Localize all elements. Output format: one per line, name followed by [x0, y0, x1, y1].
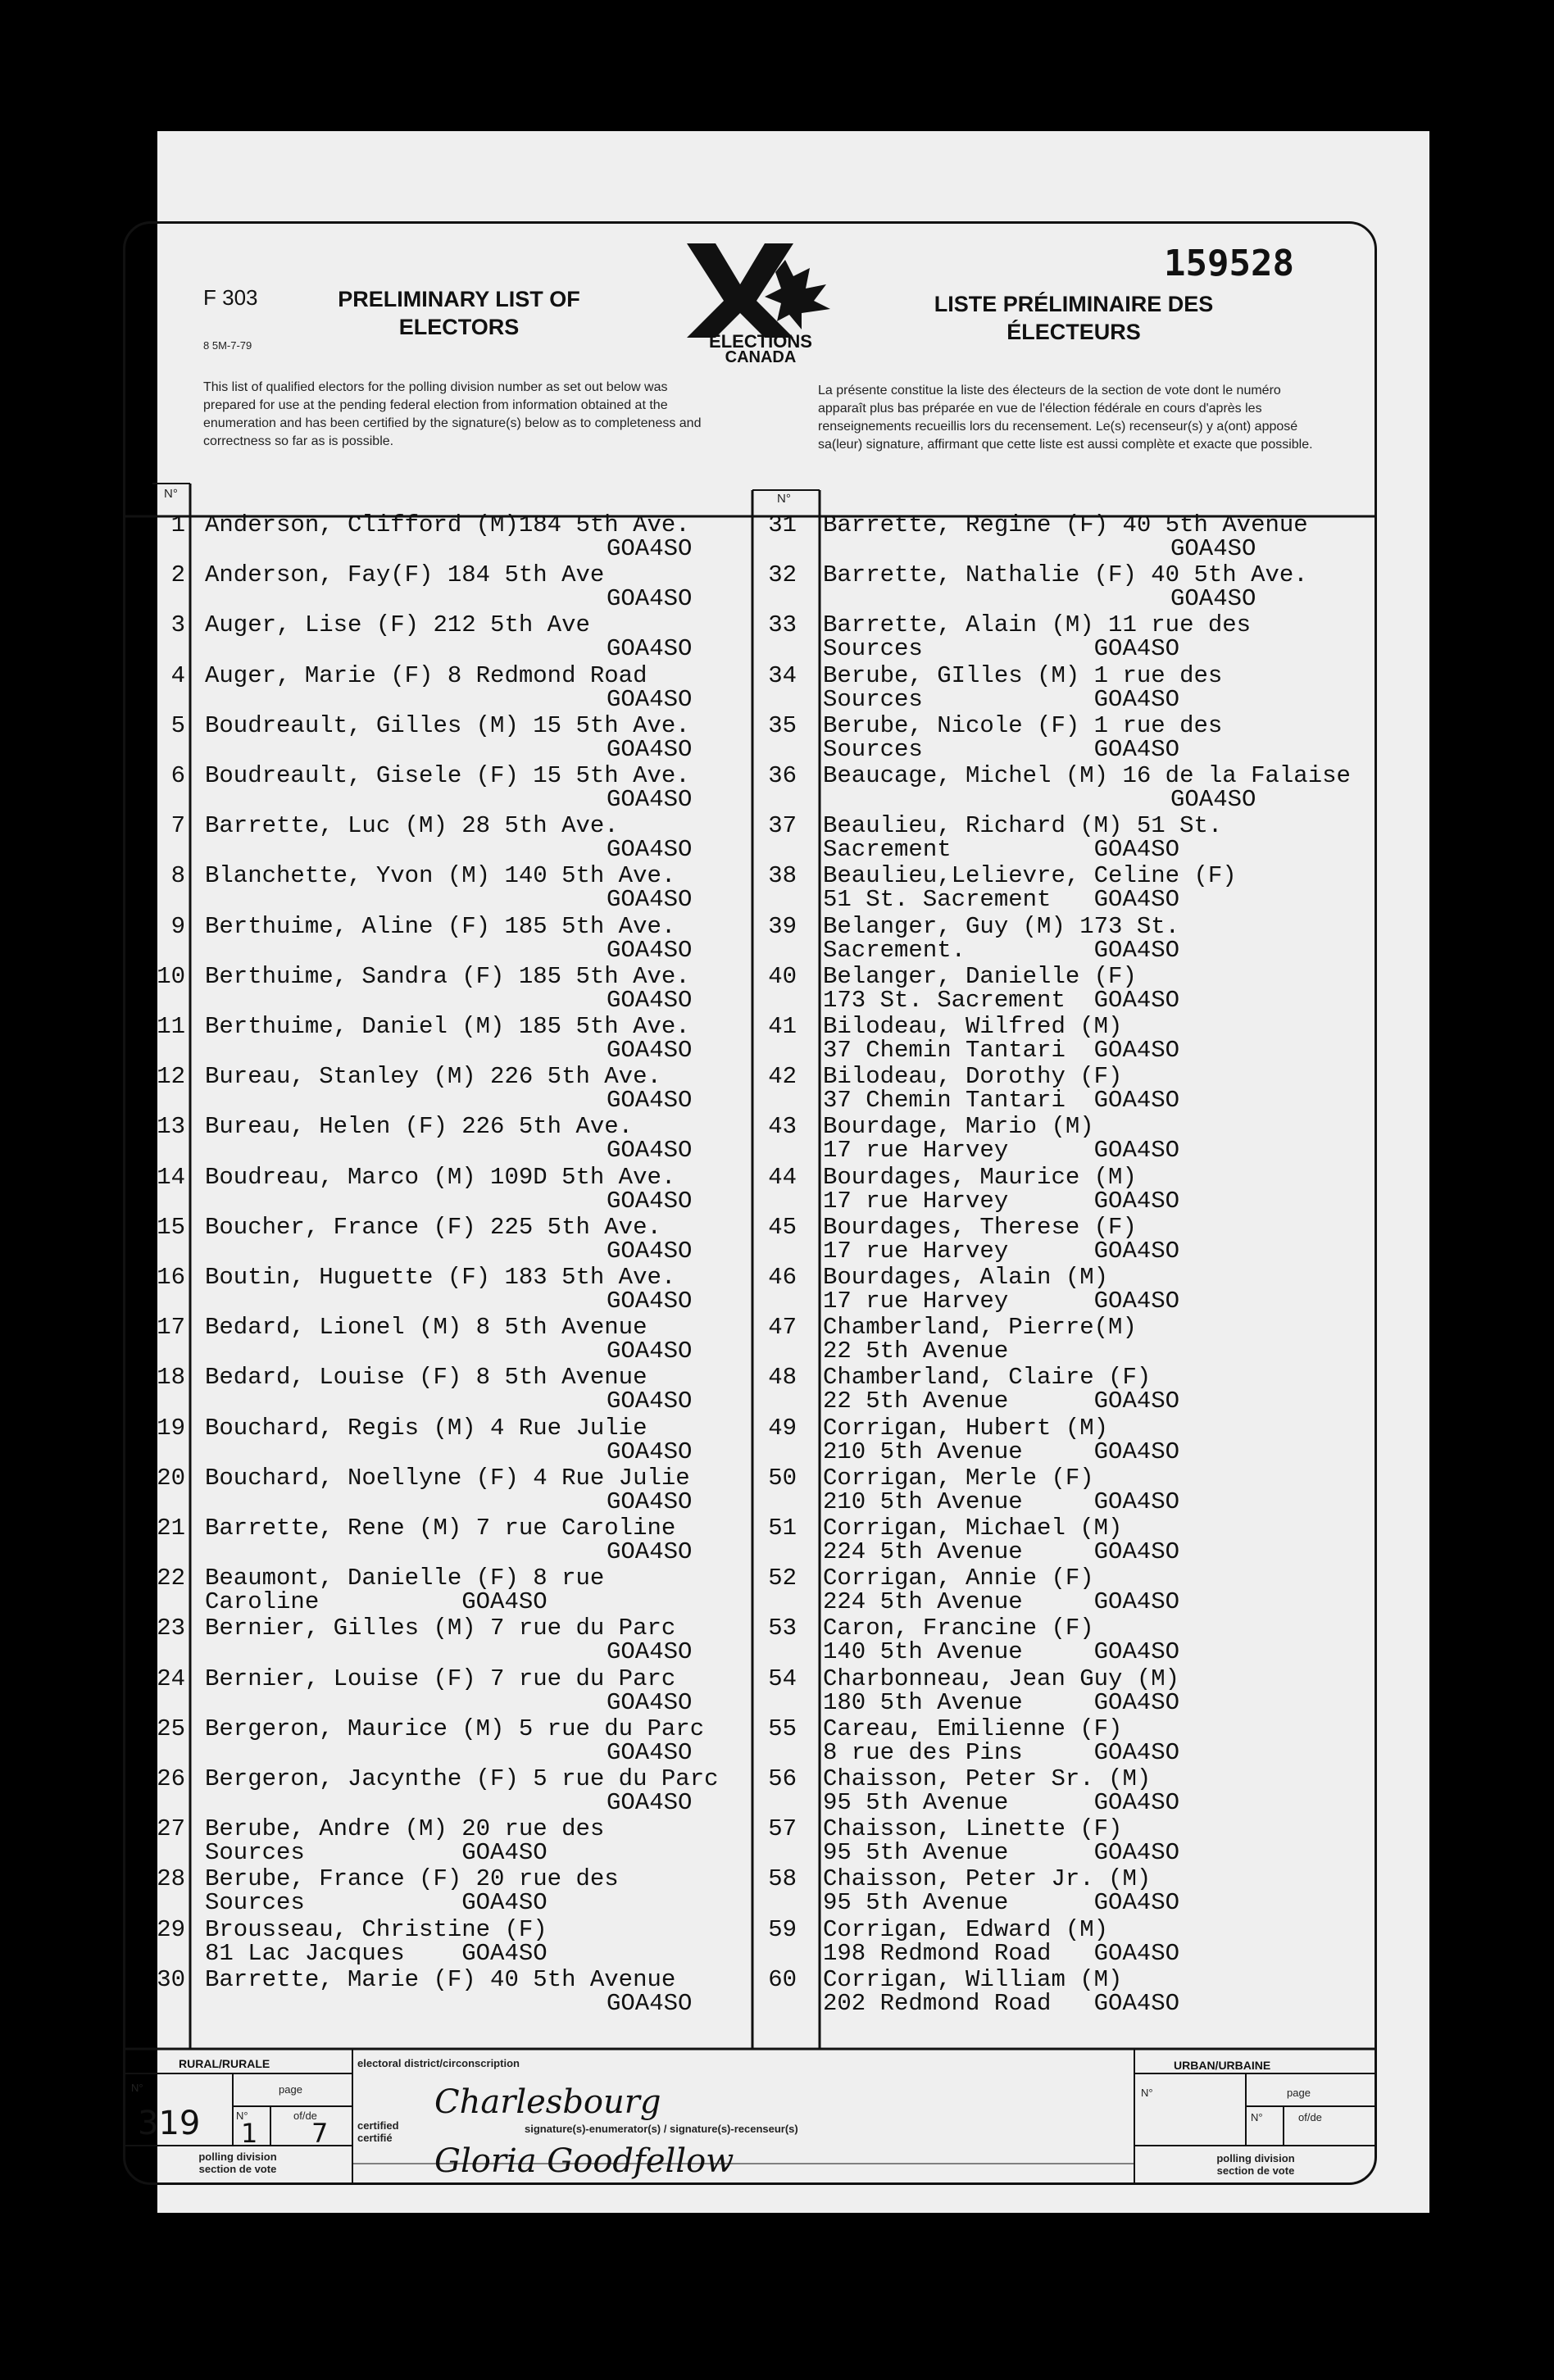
elector-address-postal: GOA4SO — [607, 1638, 693, 1666]
elector-address-postal: 210 5th Avenue GOA4SO — [823, 1438, 1180, 1465]
elector-number: 58 — [768, 1865, 797, 1893]
elector-address-postal: 51 St. Sacrement GOA4SO — [823, 886, 1180, 914]
elector-address-postal: GOA4SO — [607, 685, 693, 713]
elector-name-address: Berube, France (F) 20 rue des — [205, 1865, 619, 1893]
elector-number: 4 — [170, 661, 185, 689]
elector-number: 30 — [157, 1965, 185, 1993]
urban-of-label: of/de — [1298, 2111, 1322, 2123]
elector-name-address: Bourdages, Maurice (M) — [823, 1163, 1137, 1191]
elector-number: 21 — [157, 1515, 185, 1542]
polling-division-number: 319 — [138, 2105, 201, 2142]
elector-number: 41 — [768, 1013, 797, 1040]
urban-page-no-label: N° — [1251, 2111, 1263, 2123]
certified-label — [357, 2119, 399, 2144]
enumerator-signature: Gloria Goodfellow — [434, 2142, 734, 2180]
elector-number: 7 — [170, 812, 185, 840]
elector-address-postal: GOA4SO — [607, 1137, 693, 1165]
electoral-district-label: electoral district/circonscription — [357, 2057, 520, 2069]
elector-address-postal: Sources GOA4SO — [823, 635, 1180, 663]
elector-address-postal: GOA4SO — [607, 635, 693, 663]
elector-number: 38 — [768, 862, 797, 890]
elector-number: 13 — [157, 1113, 185, 1141]
elector-address-postal: GOA4SO — [1170, 535, 1256, 562]
elector-address-postal: GOA4SO — [607, 1388, 693, 1415]
elector-address-postal: GOA4SO — [607, 1538, 693, 1565]
elector-address-postal: GOA4SO — [1170, 786, 1256, 813]
elector-address-postal: GOA4SO — [607, 1237, 693, 1265]
urban-label: URBAN/URBAINE — [1174, 2059, 1271, 2072]
number-column-header-right: N° — [777, 492, 791, 506]
elector-number: 12 — [157, 1063, 185, 1091]
elector-address-postal: 140 5th Avenue GOA4SO — [823, 1638, 1180, 1666]
elector-address-postal: Sources GOA4SO — [823, 685, 1180, 713]
logo-text-line2: CANADA — [725, 348, 797, 362]
elector-address-postal: 17 rue Harvey GOA4SO — [823, 1137, 1180, 1165]
elector-number: 3 — [170, 611, 185, 639]
elector-number: 27 — [157, 1815, 185, 1843]
elector-address-postal: GOA4SO — [607, 1688, 693, 1716]
form-sub-code: 8 5M-7-79 — [203, 339, 252, 352]
elector-number: 42 — [768, 1063, 797, 1091]
elector-number: 25 — [157, 1715, 185, 1742]
elector-address-postal: Sources GOA4SO — [823, 735, 1180, 763]
elector-address-postal: 22 5th Avenue GOA4SO — [823, 1388, 1180, 1415]
elector-name-address: Corrigan, Edward (M) — [823, 1915, 1109, 1943]
elector-number: 60 — [768, 1965, 797, 1993]
elector-name-address: Chaisson, Peter Jr. (M) — [823, 1865, 1152, 1893]
elector-number: 2 — [170, 561, 185, 589]
elector-name-address: Corrigan, Annie (F) — [823, 1565, 1094, 1592]
elector-name-address: Berthuime, Daniel (M) 185 5th Ave. — [205, 1013, 690, 1040]
elector-name-address: Berube, Nicole (F) 1 rue des — [823, 711, 1223, 739]
elector-number: 1 — [170, 511, 185, 538]
elector-number: 10 — [157, 962, 185, 990]
title-english-line1: PRELIMINARY LIST OF — [338, 287, 580, 311]
urban-polling-division-fr: section de vote — [1216, 2164, 1295, 2177]
elector-name-address: Anderson, Clifford (M)184 5th Ave. — [205, 511, 690, 538]
elector-address-postal: 210 5th Avenue GOA4SO — [823, 1488, 1180, 1515]
elector-number: 47 — [768, 1314, 797, 1342]
certified-en: certified — [357, 2119, 399, 2132]
elector-name-address: Chamberland, Claire (F) — [823, 1364, 1152, 1392]
rural-page-label: page — [279, 2083, 302, 2096]
elector-name-address: Barrette, Nathalie (F) 40 5th Ave. — [823, 561, 1308, 589]
elector-name-address: Bernier, Louise (F) 7 rue du Parc — [205, 1665, 676, 1692]
elector-number: 17 — [157, 1314, 185, 1342]
elector-address-postal: Sources GOA4SO — [205, 1889, 548, 1917]
serial-number: 159528 — [1164, 243, 1294, 284]
elector-name-address: Brousseau, Christine (F) — [205, 1915, 548, 1943]
page-total: 7 — [311, 2118, 329, 2149]
elector-number: 23 — [157, 1615, 185, 1642]
elector-name-address: Berube, Andre (M) 20 rue des — [205, 1815, 605, 1843]
elector-number: 34 — [768, 661, 797, 689]
elector-name-address: Bourdages, Therese (F) — [823, 1213, 1137, 1241]
elector-name-address: Bouchard, Regis (M) 4 Rue Julie — [205, 1414, 648, 1442]
elector-number: 35 — [768, 711, 797, 739]
elector-address-postal: 17 rue Harvey GOA4SO — [823, 1237, 1180, 1265]
elector-name-address: Corrigan, Hubert (M) — [823, 1414, 1109, 1442]
elector-address-postal: GOA4SO — [607, 1087, 693, 1115]
elector-number: 56 — [768, 1765, 797, 1792]
elector-address-postal: 224 5th Avenue GOA4SO — [823, 1588, 1180, 1616]
elector-address-postal: GOA4SO — [607, 886, 693, 914]
elector-name-address: Careau, Emilienne (F) — [823, 1715, 1123, 1742]
elector-address-postal: GOA4SO — [1170, 585, 1256, 613]
elector-name-address: Bureau, Helen (F) 226 5th Ave. — [205, 1113, 634, 1141]
elector-name-address: Boucher, France (F) 225 5th Ave. — [205, 1213, 661, 1241]
elector-name-address: Bourdages, Alain (M) — [823, 1264, 1109, 1291]
elector-name-address: Boudreau, Marco (M) 109D 5th Ave. — [205, 1163, 676, 1191]
elector-name-address: Corrigan, William (M) — [823, 1965, 1123, 1993]
elector-number: 49 — [768, 1414, 797, 1442]
elector-name-address: Corrigan, Michael (M) — [823, 1515, 1123, 1542]
elector-name-address: Berube, GIlles (M) 1 rue des — [823, 661, 1223, 689]
elector-name-address: Chaisson, Peter Sr. (M) — [823, 1765, 1152, 1792]
elector-number: 37 — [768, 812, 797, 840]
logo-text-line1: ELECTIONS — [709, 331, 812, 352]
elector-address-postal: GOA4SO — [607, 836, 693, 864]
elector-name-address: Bureau, Stanley (M) 226 5th Ave. — [205, 1063, 661, 1091]
elector-name-address: Belanger, Danielle (F) — [823, 962, 1137, 990]
page-number: 1 — [241, 2118, 258, 2149]
elector-number: 9 — [170, 912, 185, 940]
elector-name-address: Auger, Lise (F) 212 5th Ave — [205, 611, 590, 639]
elector-name-address: Barrette, Regine (F) 40 5th Avenue — [823, 511, 1308, 538]
title-french-line1: LISTE PRÉLIMINAIRE DES — [934, 292, 1214, 316]
elector-name-address: Barrette, Rene (M) 7 rue Caroline — [205, 1515, 676, 1542]
elector-name-address: Anderson, Fay(F) 184 5th Ave — [205, 561, 605, 589]
elector-number: 14 — [157, 1163, 185, 1191]
elector-name-address: Beaulieu, Richard (M) 51 St. — [823, 812, 1223, 840]
elector-number: 26 — [157, 1765, 185, 1792]
elector-name-address: Blanchette, Yvon (M) 140 5th Ave. — [205, 862, 676, 890]
elector-number: 18 — [157, 1364, 185, 1392]
elector-name-address: Bergeron, Maurice (M) 5 rue du Parc — [205, 1715, 705, 1742]
elector-name-address: Chamberland, Pierre(M) — [823, 1314, 1137, 1342]
elector-number: 33 — [768, 611, 797, 639]
elector-number: 8 — [170, 862, 185, 890]
elector-address-postal: GOA4SO — [607, 986, 693, 1014]
elector-name-address: Bergeron, Jacynthe (F) 5 rue du Parc — [205, 1765, 719, 1792]
elector-name-address: Chaisson, Linette (F) — [823, 1815, 1123, 1843]
rural-polling-division-label — [123, 2151, 352, 2175]
signature-label: signature(s)-enumerator(s) / signature(s)-recenseur(s) — [525, 2123, 798, 2135]
elector-name-address: Boutin, Huguette (F) 183 5th Ave. — [205, 1264, 676, 1291]
elector-number: 45 — [768, 1213, 797, 1241]
elector-name-address: Boudreault, Gisele (F) 15 5th Ave. — [205, 762, 690, 789]
urban-polling-division-label — [1134, 2152, 1377, 2177]
form-code: F 303 — [203, 285, 258, 310]
elector-number: 15 — [157, 1213, 185, 1241]
elector-address-postal: 17 rue Harvey GOA4SO — [823, 1187, 1180, 1215]
elector-name-address: Berthuime, Sandra (F) 185 5th Ave. — [205, 962, 690, 990]
elector-name-address: Bedard, Louise (F) 8 5th Avenue — [205, 1364, 648, 1392]
elector-name-address: Boudreault, Gilles (M) 15 5th Ave. — [205, 711, 690, 739]
elector-number: 36 — [768, 762, 797, 789]
elector-number: 31 — [768, 511, 797, 538]
elector-address-postal: 180 5th Avenue GOA4SO — [823, 1688, 1180, 1716]
elector-address-postal: GOA4SO — [607, 1338, 693, 1365]
elector-address-postal: GOA4SO — [607, 936, 693, 964]
elector-address-postal: 95 5th Avenue GOA4SO — [823, 1889, 1180, 1917]
elector-address-postal: 37 Chemin Tantari GOA4SO — [823, 1037, 1180, 1064]
elector-address-postal: GOA4SO — [607, 1789, 693, 1816]
elector-address-postal: GOA4SO — [607, 1989, 693, 2017]
elector-number: 39 — [768, 912, 797, 940]
elector-number: 43 — [768, 1113, 797, 1141]
elector-name-address: Auger, Marie (F) 8 Redmond Road — [205, 661, 648, 689]
elector-address-postal: 8 rue des Pins GOA4SO — [823, 1738, 1180, 1766]
number-column-header-left: N° — [164, 487, 178, 501]
elector-address-postal: 202 Redmond Road GOA4SO — [823, 1989, 1180, 2017]
elector-address-postal: GOA4SO — [607, 1187, 693, 1215]
elector-name-address: Bourdage, Mario (M) — [823, 1113, 1094, 1141]
elector-address-postal: GOA4SO — [607, 1738, 693, 1766]
elector-address-postal: GOA4SO — [607, 585, 693, 613]
elector-address-postal: Sources GOA4SO — [205, 1839, 548, 1867]
rural-page-no-label: N° — [236, 2110, 248, 2122]
elector-number: 57 — [768, 1815, 797, 1843]
elector-number: 51 — [768, 1515, 797, 1542]
elector-number: 22 — [157, 1565, 185, 1592]
elector-name-address: Berthuime, Aline (F) 185 5th Ave. — [205, 912, 676, 940]
elector-name-address: Bilodeau, Dorothy (F) — [823, 1063, 1123, 1091]
elector-address-postal: GOA4SO — [607, 786, 693, 813]
elector-address-postal: 37 Chemin Tantari GOA4SO — [823, 1087, 1180, 1115]
elector-number: 50 — [768, 1464, 797, 1492]
elector-number: 53 — [768, 1615, 797, 1642]
urban-page-label: page — [1287, 2087, 1311, 2099]
elector-address-postal: 81 Lac Jacques GOA4SO — [205, 1939, 548, 1967]
title-english-line2: ELECTORS — [398, 315, 520, 339]
elector-name-address: Bilodeau, Wilfred (M) — [823, 1013, 1123, 1040]
elector-name-address: Beaumont, Danielle (F) 8 rue — [205, 1565, 605, 1592]
elector-address-postal: 22 5th Avenue — [823, 1338, 1009, 1365]
elector-name-address: Charbonneau, Jean Guy (M) — [823, 1665, 1180, 1692]
elector-number: 19 — [157, 1414, 185, 1442]
elector-address-postal: 95 5th Avenue GOA4SO — [823, 1839, 1180, 1867]
elector-number: 28 — [157, 1865, 185, 1893]
elector-number: 20 — [157, 1464, 185, 1492]
elector-address-postal: Caroline GOA4SO — [205, 1588, 548, 1616]
elector-number: 11 — [157, 1013, 185, 1040]
urban-no-label: N° — [1141, 2087, 1153, 2099]
elector-number: 32 — [768, 561, 797, 589]
elector-address-postal: 17 rue Harvey GOA4SO — [823, 1288, 1180, 1315]
elector-number: 29 — [157, 1915, 185, 1943]
certified-fr: certifié — [357, 2132, 393, 2144]
elector-address-postal: Sacrement. GOA4SO — [823, 936, 1180, 964]
rural-no-label: N° — [131, 2082, 143, 2094]
elector-name-address: Corrigan, Merle (F) — [823, 1464, 1094, 1492]
elector-address-postal: 224 5th Avenue GOA4SO — [823, 1538, 1180, 1565]
elector-name-address: Belanger, Guy (M) 173 St. — [823, 912, 1180, 940]
title-french-line2: ÉLECTEURS — [1006, 320, 1141, 344]
rural-label: RURAL/RURALE — [179, 2057, 270, 2070]
elector-address-postal: GOA4SO — [607, 735, 693, 763]
elector-name-address: Beaulieu,Lelievre, Celine (F) — [823, 862, 1237, 890]
elector-address-postal: 173 St. Sacrement GOA4SO — [823, 986, 1180, 1014]
elector-number: 55 — [768, 1715, 797, 1742]
elector-number: 44 — [768, 1163, 797, 1191]
polling-division-fr: section de vote — [198, 2163, 277, 2175]
elector-address-postal: GOA4SO — [607, 1288, 693, 1315]
elector-address-postal: 95 5th Avenue GOA4SO — [823, 1789, 1180, 1816]
elector-number: 59 — [768, 1915, 797, 1943]
elector-number: 24 — [157, 1665, 185, 1692]
elector-name-address: Bouchard, Noellyne (F) 4 Rue Julie — [205, 1464, 690, 1492]
electoral-district-handwritten: Charlesbourg — [434, 2083, 661, 2121]
intro-english: This list of qualified electors for the polling division number as set out below was prepared for use at the pending federal election from information obtained at the enumeration and has been certified by the signature(s) below as to completeness and correctness so far as is possible. — [203, 380, 702, 448]
elector-number: 52 — [768, 1565, 797, 1592]
elector-name-address: Barrette, Marie (F) 40 5th Avenue — [205, 1965, 676, 1993]
elector-name-address: Beaucage, Michel (M) 16 de la Falaise — [823, 762, 1351, 789]
intro-french: La présente constitue la liste des électeurs de la section de vote dont le numéro apparaît plus bas préparée en vue de l'élection fédérale en cours d'après les renseignements recueillis lors du recensement. Le(s) recenseur(s) y a(ont) apposé sa(leur) signature, affirmant que cette liste est aussi complète et exacte que possible. — [818, 384, 1313, 452]
elector-number: 46 — [768, 1264, 797, 1291]
elector-number: 16 — [157, 1264, 185, 1291]
elector-number: 48 — [768, 1364, 797, 1392]
elector-name-address: Caron, Francine (F) — [823, 1615, 1094, 1642]
urban-polling-division-en: polling division — [1216, 2152, 1295, 2164]
elector-name-address: Bedard, Lionel (M) 8 5th Avenue — [205, 1314, 648, 1342]
elector-number: 5 — [170, 711, 185, 739]
elector-address-postal: GOA4SO — [607, 1438, 693, 1465]
elector-name-address: Bernier, Gilles (M) 7 rue du Parc — [205, 1615, 676, 1642]
polling-division-en: polling division — [198, 2151, 277, 2163]
elector-address-postal: GOA4SO — [607, 1037, 693, 1064]
elector-number: 54 — [768, 1665, 797, 1692]
elector-name-address: Barrette, Luc (M) 28 5th Ave. — [205, 812, 619, 840]
elector-address-postal: 198 Redmond Road GOA4SO — [823, 1939, 1180, 1967]
elector-number: 6 — [170, 762, 185, 789]
elector-address-postal: Sacrement GOA4SO — [823, 836, 1180, 864]
elector-address-postal: GOA4SO — [607, 535, 693, 562]
elector-number: 40 — [768, 962, 797, 990]
elector-name-address: Barrette, Alain (M) 11 rue des — [823, 611, 1252, 639]
elector-address-postal: GOA4SO — [607, 1488, 693, 1515]
rural-of-label: of/de — [293, 2110, 317, 2122]
